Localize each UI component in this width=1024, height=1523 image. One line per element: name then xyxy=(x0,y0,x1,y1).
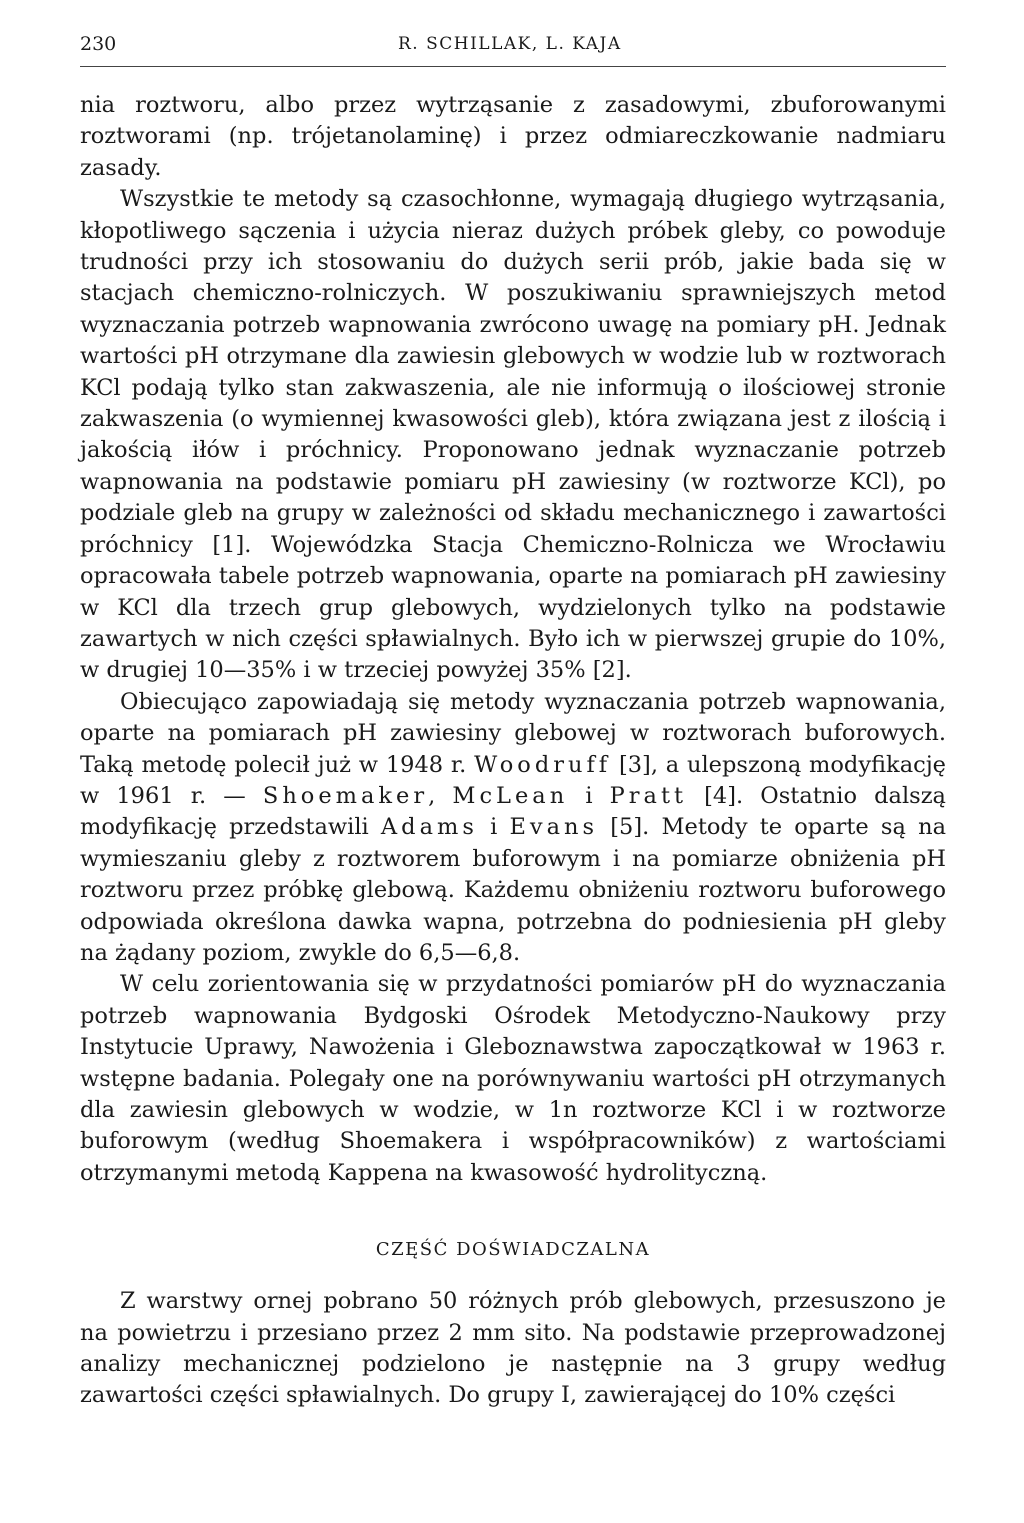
author-name-woodruff: Woodruff xyxy=(474,751,612,778)
body-text xyxy=(80,90,946,1412)
section-heading: CZĘŚĆ DOŚWIADCZALNA xyxy=(375,1239,651,1261)
document-page xyxy=(80,0,946,1523)
author-name-shoemaker: Shoemaker xyxy=(262,782,429,809)
author-name-adams: Adams xyxy=(380,814,478,841)
text-run: Obiecująco zapowiadają się metody wyznaczania potrzeb wapnowania, oparte na pomiarach pH zawiesiny glebowej w roztworach buforowych. Taką metodę polecił już w 1948 r. xyxy=(80,688,946,778)
author-name-pratt: Pratt xyxy=(609,782,688,809)
author-name-evans: Evans xyxy=(509,814,599,841)
paragraph-buffer-methods xyxy=(80,687,946,970)
paragraph-preliminary-study: W celu zorientowania się w przydatności pomiarów pH do wyznaczania potrzeb wapnowania Bydgoski Ośrodek Metodyczno-Naukowy przy Instytucie Uprawy, Nawożenia i Gleboznawstwa zapoczątkował w 1963 r. wstępne badania. Polegały one na porównywaniu wartości pH otrzymanych dla zawiesin glebowych w wodzie, w 1n roztworze KCl i w roztworze buforowym (według Shoemakera i współpracowników) z wartościami otrzymanymi metodą Kappena na kwasowość hydrolityczną. xyxy=(80,971,946,1186)
text-run: [3], a ulepszoną modyfikację w 1961 r. — xyxy=(80,751,946,809)
paragraph-continuation: nia roztworu, albo przez wytrząsanie z zasadowymi, zbuforowanymi roztworami (np. trójetanolaminę) i przez odmiareczkowanie nadmiaru zasady. xyxy=(80,92,946,181)
running-head xyxy=(80,30,946,60)
running-head-authors: R. SCHILLAK, L. KAJA xyxy=(398,34,622,54)
text-run: i xyxy=(568,782,610,809)
paragraph-experimental: Z warstwy ornej pobrano 50 różnych prób glebowych, przesuszono je na powietrzu i przesiano przez 2 mm sito. Na podstawie przeprowadzonej analizy mechanicznej podzielono je następnie na 3 grupy według zawartości części spławialnych. Do grupy I, zawierającej do 10% części xyxy=(80,1288,946,1409)
paragraph-methods-critique: Wszystkie te metody są czasochłonne, wymagają długiego wytrząsania, kłopotliwego sączenia i użycia nieraz dużych próbek gleby, co powoduje trudności przy ich stosowaniu do dużych serii prób, jakie bada się w stacjach chemiczno-rolniczych. W poszukiwaniu sprawniejszych metod wyznaczania potrzeb wapnowania zwrócono uwagę na pomiary pH. Jednak wartości pH otrzymane dla zawiesin glebowych w wodzie lub w roztworach KCl podają tylko stan zakwaszenia, ale nie informują o ilościowej stronie zakwaszenia (o wymiennej kwasowości gleb), która związana jest z ilością i jakością iłów i próchnicy. Proponowano jednak wyznaczanie potrzeb wapnowania na podstawie pomiaru pH zawiesiny (w roztworze KCl), po podziale gleb na grupy w zależności od składu mechanicznego i zawartości próchnicy [1]. Wojewódzka Stacja Chemiczno-Rolnicza we Wrocławiu opracowała tabele potrzeb wapnowania, oparte na pomiarach pH zawiesiny w KCl dla trzech grup glebowych, wydzielonych tylko na podstawie zawartych w nich części spławialnych. Było ich w pierwszej grupie do 10%, w drugiej 10—35% i w trzeciej powyżej 35% [2]. xyxy=(80,186,946,684)
page-number: 230 xyxy=(80,33,117,55)
text-run: [4]. Ostatnio dalszą modyfikację przedstawili xyxy=(80,782,946,841)
header-rule xyxy=(80,66,946,67)
text-run: [5]. Metody te oparte są na wymieszaniu gleby z roztworem buforowym i na pomiarze obniżenia pH roztworu przez próbkę glebową. Każdemu obniżeniu roztworu buforowego odpowiada określona dawka wapna, potrzebna do podniesienia pH gleby na żądany poziom, zwykle do 6,5—6,8. xyxy=(80,814,946,966)
author-name-mclean: McLean xyxy=(452,782,569,809)
text-run: i xyxy=(477,814,510,841)
text-run: , xyxy=(428,782,453,809)
